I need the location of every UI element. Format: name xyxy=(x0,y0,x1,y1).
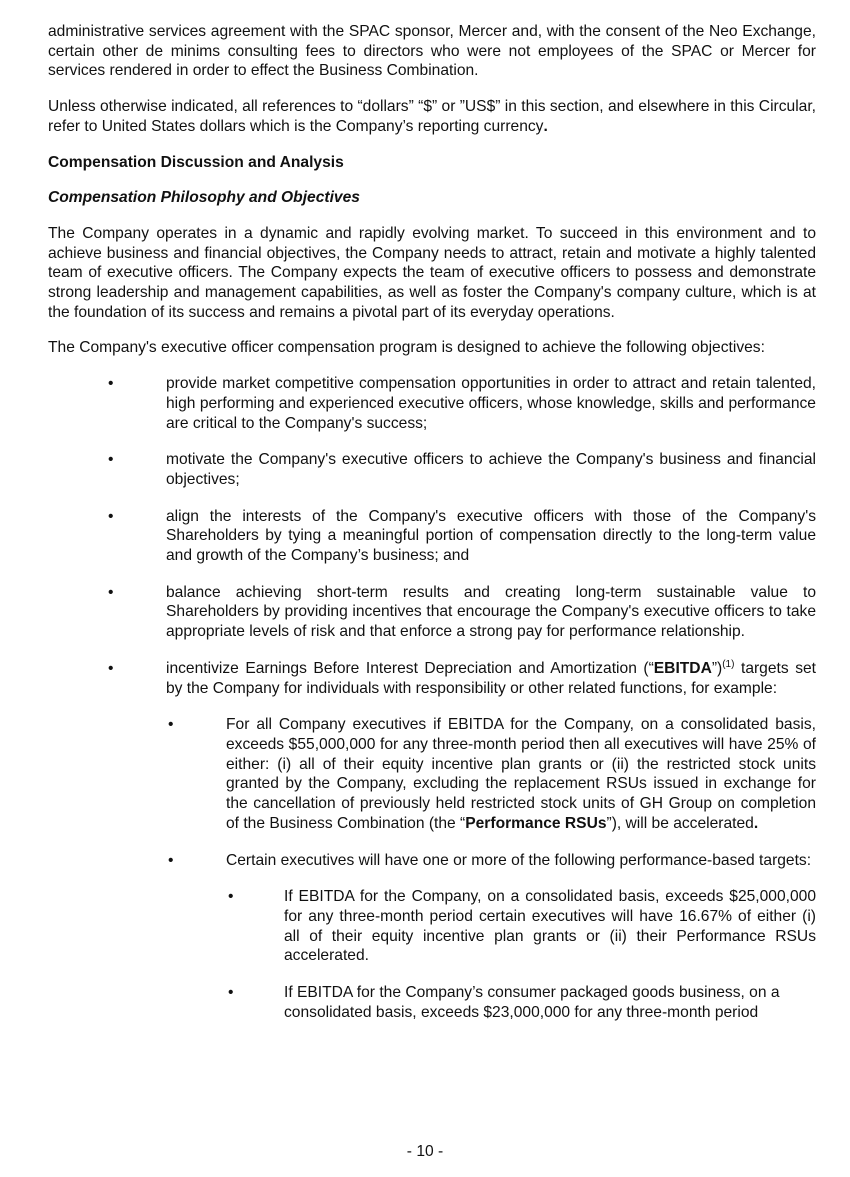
objective-text: motivate the Company's executive officers to achieve the Company's business and financial objectives; xyxy=(166,451,816,488)
objective-text: align the interests of the Company's executive officers with those of the Company's Shareholders by tying a meaningful portion of compensation directly to the long-term value and growth of the Company’s business; and xyxy=(166,507,816,565)
section-heading: Compensation Discussion and Analysis xyxy=(48,153,344,171)
intro-continuation-paragraph: administrative services agreement with the SPAC sponsor, Mercer and, with the consent of the Neo Exchange, certain other de minims consulting fees to directors who were not employees of the SPAC or Mercer for services rendered in order to effect the Business Combination. xyxy=(48,23,816,80)
bullet-icon: • xyxy=(228,888,234,906)
ebitda-text-before: incentivize Earnings Before Interest Depreciation and Amortization (“ xyxy=(166,659,654,677)
bullet-icon: • xyxy=(108,507,114,525)
objective-list-item xyxy=(48,583,816,642)
ebitda-objective-text xyxy=(166,659,816,698)
currency-note-text: Unless otherwise indicated, all references to “dollars” “$” or ”US$” in this section, and elsewhere in this Circular, refer to United States dollars which is the Company’s reporting currency xyxy=(48,98,816,135)
ebitda-text-rest: targets set by the Company for individuals with responsibility or other related functions, for example: xyxy=(166,659,816,697)
all-execs-text-before: For all Company executives if EBITDA for the Company, on a consolidated basis, exceeds $55,000,000 for any three-month period then all executives will have 25% of either: (i) all of their equity incentive plan grants or (ii) the restricted stock units granted by the Company, excluding the replacement RSUs issued in exchange for the cancellation of previously held restricted stock units of GH Group on completion of the Business Combination (the “ xyxy=(226,716,816,832)
document-page xyxy=(48,22,816,1039)
bullet-icon: • xyxy=(168,716,174,734)
currency-note-period: . xyxy=(543,117,548,135)
ebitda-defined-term: EBITDA xyxy=(653,659,712,677)
performance-target-item xyxy=(48,887,816,966)
objective-text: provide market competitive compensation opportunities in order to attract and retain talented, high performing and experienced executive officers, whose knowledge, skills and performance are critical to the Company's success; xyxy=(166,375,816,432)
ebitda-objective-list-item xyxy=(48,659,816,698)
performance-target-text: If EBITDA for the Company, on a consolidated basis, exceeds $25,000,000 for any three-month period certain executives will have 16.67% of either (i) all of their equity incentive plan grants or (ii) their Performance RSUs accelerated. xyxy=(284,888,816,965)
ebitda-quote-close: ”) xyxy=(711,659,723,677)
objective-list-item xyxy=(48,450,816,489)
subsection-heading: Compensation Philosophy and Objectives xyxy=(48,189,360,207)
bullet-icon: • xyxy=(108,583,114,601)
philosophy-paragraph: The Company operates in a dynamic and rapidly evolving market. To succeed in this environment and to achieve business and financial objectives, the Company needs to attract, retain and motivate a highly talented team of executive officers. The Company expects the team of executive officers to possess and demonstrate strong leadership and management capabilities, as well as foster the Company's company culture, which is at the foundation of its success and remains a pivotal part of its everyday operations. xyxy=(48,224,816,321)
objective-list-item xyxy=(48,507,816,566)
bullet-icon: • xyxy=(108,451,114,469)
all-executives-target-item xyxy=(48,715,816,833)
all-execs-text-after: ”), will be accelerated xyxy=(606,814,754,832)
objective-list-item xyxy=(48,374,816,433)
certain-executives-item xyxy=(48,851,816,871)
bullet-icon: • xyxy=(108,659,114,677)
performance-rsus-defined-term: Performance RSUs xyxy=(465,814,607,832)
page-number: - 10 - xyxy=(406,1143,444,1160)
bullet-icon: • xyxy=(168,851,174,869)
footnote-reference: (1) xyxy=(722,658,735,670)
objectives-intro-paragraph: The Company's executive officer compensation program is designed to achieve the following objectives: xyxy=(48,339,765,357)
all-executives-target-text xyxy=(226,715,816,833)
bullet-icon: • xyxy=(108,375,114,393)
objective-text: balance achieving short-term results and creating long-term sustainable value to Shareholders by providing incentives that encourage the Company's executive officers to take appropriate levels of risk and that enforce a strong pay for performance relationship. xyxy=(166,583,816,641)
bullet-icon: • xyxy=(228,984,234,1002)
performance-target-item xyxy=(48,983,816,1022)
certain-executives-text: Certain executives will have one or more of the following performance-based targets: xyxy=(226,851,812,869)
performance-target-text: If EBITDA for the Company’s consumer packaged goods business, on a consolidated basis, exceeds $23,000,000 for any three-month period xyxy=(284,984,780,1021)
currency-note-paragraph xyxy=(48,97,816,136)
all-execs-period: . xyxy=(753,814,759,832)
